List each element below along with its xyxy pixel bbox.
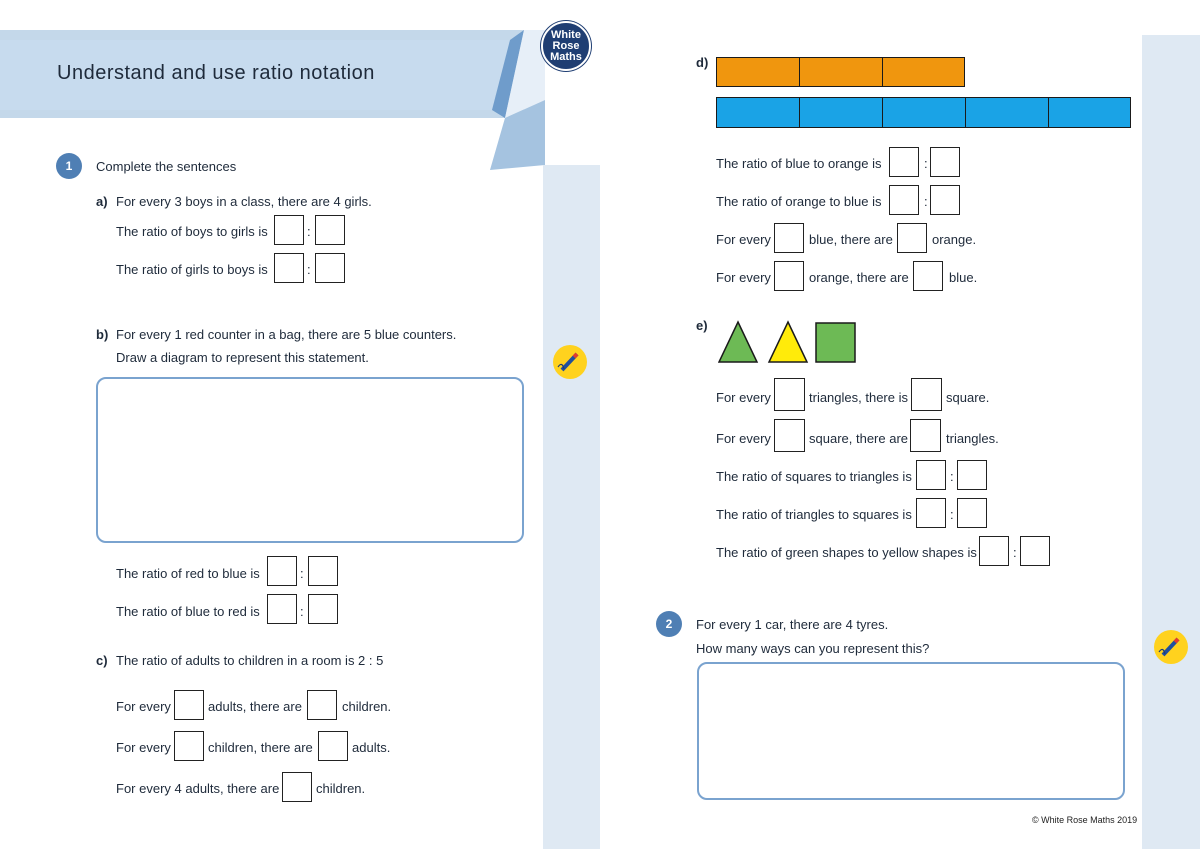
- answer-box[interactable]: [916, 460, 946, 490]
- answer-box[interactable]: [913, 261, 943, 291]
- q1d-row4-middle: orange, there are: [809, 270, 909, 285]
- copyright-footer: © White Rose Maths 2019: [1032, 815, 1138, 825]
- bar-segment: [882, 57, 965, 87]
- q1e-label: e): [696, 318, 708, 333]
- answer-box[interactable]: [897, 223, 927, 253]
- q1b-sentence-2: The ratio of blue to red is: [116, 604, 260, 619]
- q1b-drawing-area[interactable]: [96, 377, 524, 543]
- answer-box[interactable]: [318, 731, 348, 761]
- answer-box[interactable]: [774, 378, 805, 411]
- page-title: Understand and use ratio notation: [57, 62, 375, 84]
- ratio-colon: :: [924, 194, 928, 209]
- q1a-statement: For every 3 boys in a class, there are 4 girls.: [116, 194, 372, 209]
- ratio-colon: :: [307, 262, 311, 277]
- q2-question: How many ways can you represent this?: [696, 641, 930, 656]
- right-page-strip: [1142, 35, 1200, 849]
- answer-box[interactable]: [774, 261, 804, 291]
- question-number-1: 1: [56, 153, 82, 179]
- q1b-sentence-1: The ratio of red to blue is: [116, 566, 260, 581]
- q1c-row1-start: For every: [116, 699, 171, 714]
- answer-box[interactable]: [282, 772, 312, 802]
- ratio-colon: :: [950, 469, 954, 484]
- ratio-colon: :: [924, 156, 928, 171]
- q1-instruction: Complete the sentences: [96, 159, 237, 174]
- q1a-label: a): [96, 194, 108, 209]
- answer-box[interactable]: [315, 253, 345, 283]
- logo-line-1: White: [551, 29, 581, 41]
- q2-statement: For every 1 car, there are 4 tyres.: [696, 617, 889, 632]
- q1e-row1-middle: triangles, there is: [809, 390, 908, 405]
- q1e-row2-start: For every: [716, 431, 771, 446]
- answer-box[interactable]: [267, 556, 297, 586]
- answer-box[interactable]: [274, 253, 304, 283]
- q1d-row4-end: blue.: [949, 270, 978, 285]
- answer-box[interactable]: [910, 419, 941, 452]
- orange-bar-model: [716, 57, 965, 87]
- header-decoration: [0, 0, 600, 200]
- q2-answer-area[interactable]: [697, 662, 1125, 800]
- answer-box[interactable]: [274, 215, 304, 245]
- blue-bar-model: [716, 97, 1131, 128]
- answer-box[interactable]: [911, 378, 942, 411]
- white-rose-maths-logo: [541, 21, 591, 71]
- ratio-colon: :: [300, 566, 304, 581]
- answer-box[interactable]: [889, 185, 919, 215]
- answer-box[interactable]: [308, 556, 338, 586]
- answer-box[interactable]: [774, 419, 805, 452]
- q1d-row3-middle: blue, there are: [809, 232, 893, 247]
- q1c-row1-middle: adults, there are: [208, 699, 302, 714]
- green-triangle: [719, 322, 757, 362]
- q1e-row2-middle: square, there are: [809, 431, 909, 446]
- q1c-row2-end: adults.: [352, 740, 391, 755]
- answer-box[interactable]: [267, 594, 297, 624]
- q1e-sentence-4: The ratio of triangles to squares is: [716, 507, 912, 522]
- bar-segment: [716, 97, 801, 128]
- yellow-triangle: [769, 322, 807, 362]
- bar-segment: [882, 97, 967, 128]
- ratio-colon: :: [950, 507, 954, 522]
- q1c-label: c): [96, 653, 108, 668]
- q1d-sentence-1: The ratio of blue to orange is: [716, 156, 882, 171]
- pencil-icon: [553, 345, 587, 379]
- answer-box[interactable]: [916, 498, 946, 528]
- q1a-sentence-1: The ratio of boys to girls is: [116, 224, 268, 239]
- q1c-row3-start: For every 4 adults, there are: [116, 781, 280, 796]
- q1b-statement: For every 1 red counter in a bag, there are 5 blue counters.: [116, 327, 457, 342]
- answer-box[interactable]: [930, 147, 960, 177]
- bar-segment: [965, 97, 1050, 128]
- bar-segment: [799, 57, 884, 87]
- q1a-sentence-2: The ratio of girls to boys is: [116, 262, 268, 277]
- q1c-row3-end: children.: [316, 781, 366, 796]
- ratio-colon: :: [1013, 545, 1017, 560]
- q1e-row1-start: For every: [716, 390, 771, 405]
- q1d-label: d): [696, 55, 709, 70]
- q1d-row4-start: For every: [716, 270, 771, 285]
- answer-box[interactable]: [174, 690, 204, 720]
- q1c-row1-end: children.: [342, 699, 392, 714]
- ratio-colon: :: [307, 224, 311, 239]
- q1d-row3-end: orange.: [932, 232, 977, 247]
- q1e-row1-end: square.: [946, 390, 990, 405]
- answer-box[interactable]: [774, 223, 804, 253]
- ratio-colon: :: [300, 604, 304, 619]
- answer-box[interactable]: [979, 536, 1009, 566]
- q1b-instruction: Draw a diagram to represent this statement.: [116, 350, 369, 365]
- shapes-illustration: [718, 320, 858, 365]
- answer-box[interactable]: [957, 460, 987, 490]
- q1d-sentence-2: The ratio of orange to blue is: [716, 194, 882, 209]
- q1b-label: b): [96, 327, 109, 342]
- pencil-icon: [1154, 630, 1188, 664]
- bar-segment: [799, 97, 884, 128]
- q1e-sentence-3: The ratio of squares to triangles is: [716, 469, 912, 484]
- answer-box[interactable]: [930, 185, 960, 215]
- answer-box[interactable]: [308, 594, 338, 624]
- bar-segment: [716, 57, 801, 87]
- q1d-row3-start: For every: [716, 232, 771, 247]
- logo-line-3: Maths: [550, 51, 582, 63]
- answer-box[interactable]: [315, 215, 345, 245]
- q1c-statement: The ratio of adults to children in a room is 2 : 5: [116, 653, 384, 668]
- q1c-row2-start: For every: [116, 740, 171, 755]
- q1c-row2-middle: children, there are: [208, 740, 313, 755]
- logo-line-2: Rose: [552, 40, 580, 52]
- answer-box[interactable]: [957, 498, 987, 528]
- green-square: [816, 323, 855, 362]
- answer-box[interactable]: [307, 690, 337, 720]
- bar-segment: [1048, 97, 1131, 128]
- answer-box[interactable]: [174, 731, 204, 761]
- q1e-row2-end: triangles.: [946, 431, 999, 446]
- answer-box[interactable]: [1020, 536, 1050, 566]
- left-page-strip: [543, 165, 600, 849]
- question-number-2: 2: [656, 611, 682, 637]
- answer-box[interactable]: [889, 147, 919, 177]
- q1e-sentence-5: The ratio of green shapes to yellow shapes is: [716, 545, 977, 560]
